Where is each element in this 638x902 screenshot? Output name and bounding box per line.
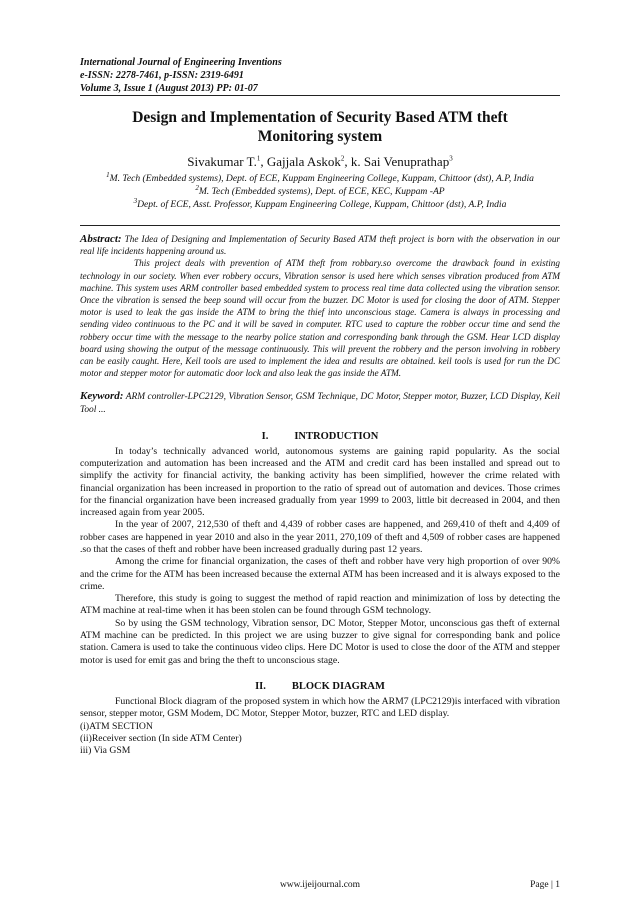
abstract-paragraph-1: The Idea of Designing and Implementation of Security Based ATM theft project is born with the observation in our real life incidents happening around us. bbox=[80, 234, 560, 257]
abstract-rule bbox=[80, 225, 560, 226]
author-name: Sivakumar T. bbox=[187, 154, 257, 169]
header-rule bbox=[80, 95, 560, 96]
affiliation-text: Dept. of ECE, Asst. Professor, Kuppam Engineering College, Kuppam, Chittoor (dst), A.P, India bbox=[137, 199, 507, 210]
author-list bbox=[80, 154, 560, 170]
keyword-text: ARM controller-LPC2129, Vibration Sensor, GSM Technique, DC Motor, Stepper motor, Buzzer, LCD Display, Keil Tool ... bbox=[80, 392, 560, 416]
abstract bbox=[80, 233, 560, 379]
body-paragraph: Among the crime for financial organization, the cases of theft and robber have very high proportion of over 90% and the crime for the ATM has been increased because the external ATM has been increased and it is always exposed to the crime. bbox=[80, 556, 560, 592]
paper-title bbox=[80, 108, 560, 146]
footer-url: www.ijeijournal.com bbox=[279, 880, 361, 890]
author-separator: , bbox=[344, 154, 351, 169]
abstract-label: Abstract: bbox=[80, 233, 122, 245]
body-paragraph: In the year of 2007, 212,530 of theft and 4,439 of robber cases are happened, and 269,410 of theft and 4,409 of robber cases are happened in year 2010 and also in the year 2011, 270,109 of theft and 4,509 of robber cases are happened .so that the cases of theft and robber have been increased gradually during past 12 years. bbox=[80, 519, 560, 555]
keywords bbox=[80, 390, 560, 416]
affiliation-sup: 1 bbox=[106, 170, 110, 179]
journal-name: International Journal of Engineering Inventions bbox=[80, 57, 282, 68]
journal-issn: e-ISSN: 2278-7461, p-ISSN: 2319-6491 bbox=[80, 70, 244, 81]
section-number: I. bbox=[261, 430, 269, 442]
body-paragraph: So by using the GSM technology, Vibration sensor, DC Motor, Stepper Motor, unconscious gas theft of external ATM machine can be predicted. In this project we are using buzzer to give signal for corresponding bank and police station. Camera is used to take the continuous video clips. Here DC Motor is used to close the door of the ATM and stepper motor is used for emit gas and bring the theft to unconscious stage. bbox=[80, 617, 560, 666]
affiliation-sup: 2 bbox=[195, 183, 199, 192]
section-title: INTRODUCTION bbox=[294, 430, 379, 442]
author-sup: 3 bbox=[449, 154, 453, 163]
page bbox=[80, 56, 560, 757]
journal-header bbox=[80, 56, 560, 95]
affiliation-text: M. Tech (Embedded systems), Dept. of ECE, Kuppam Engineering College, Kuppam, Chittoor (dst), A.P, India bbox=[109, 173, 534, 184]
author-sup: 1 bbox=[256, 154, 261, 163]
list-item: (i)ATM SECTION bbox=[80, 720, 153, 732]
section-heading-introduction bbox=[80, 430, 560, 443]
author-name: Gajjala Askok bbox=[266, 154, 341, 169]
affiliation bbox=[77, 185, 563, 198]
section-heading-block-diagram bbox=[80, 680, 560, 693]
title-line-1: Design and Implementation of Security Based ATM theft bbox=[132, 109, 508, 126]
section-title: BLOCK DIAGRAM bbox=[291, 680, 385, 692]
journal-volume: Volume 3, Issue 1 (August 2013) PP: 01-07 bbox=[80, 83, 258, 94]
block-diagram-body bbox=[80, 696, 560, 757]
affiliation bbox=[77, 172, 563, 185]
body-paragraph: In today’s technically advanced world, autonomous systems are gaining rapid popularity. As the social computerization and automation has been increased and the ATM and credit card has been installed and spread out to simplify the activity for financial activity, the banking activity has been simplified, however the crime related with financial organization has been increased in proportion to the ratio of spread out of automation and devices. Those crimes for the financial organization have been increased gradually from year 1999 to 2003, little bit decreased in 2004, and then increased again from year 2005. bbox=[80, 445, 560, 519]
list-item: iii) Via GSM bbox=[80, 745, 131, 757]
body-paragraph: Therefore, this study is going to suggest the method of rapid reaction and minimization of loss by detecting the ATM machine at real-time when it has been stolen can be found through GSM technology. bbox=[80, 593, 560, 617]
introduction-body bbox=[80, 446, 560, 667]
title-line-2: Monitoring system bbox=[257, 128, 383, 145]
author-sup: 2 bbox=[340, 154, 345, 163]
author-name: k. Sai Venuprathap bbox=[350, 154, 450, 169]
author-separator: , bbox=[260, 154, 267, 169]
list-item: (ii)Receiver section (In side ATM Center) bbox=[80, 732, 242, 744]
body-paragraph: Functional Block diagram of the proposed system in which how the ARM7 (LPC2129)is interfaced with vibration sensor, stepper motor, GSM Modem, DC Motor, Stepper Motor, buzzer, RTC and LED display. bbox=[80, 695, 560, 720]
footer-page-number: Page | 1 bbox=[530, 880, 560, 890]
affiliation bbox=[77, 198, 563, 211]
section-number: II. bbox=[255, 680, 266, 692]
abstract-paragraph-2: This project deals with prevention of ATM theft from robbary.so overcome the drawback found in existing technology in our society. When ever robbery occurs, Vibration sensor is used here which senses vibration produced from ATM machine. This system uses ARM controller based embedded system to process real time data collected using the vibration sensor. Once the vibration is sensed the beep sound will occur from the buzzer. DC Motor is used for closing the door of ATM. Stepper motor is used to leak the gas inside the ATM to bring the thief into unconscious stage. Camera is always in processing and sending video continuous to the PC and it will be saved in computer. RTC used to capture the robber occur time and send the robbery occur time with the message to the nearby police station and corresponding bank through the GSM. Hear LCD display board using showing the output of the message continuously. This will prevent the robbery and the person involving in robbery can be easily caught. Here, Keil tools are used to implement the idea and results are obtained. keil tools is used for run the DC motor and stepper motor for automatic door lock and also leak the gas inside the ATM. bbox=[80, 258, 560, 379]
keyword-label: Keyword: bbox=[80, 390, 124, 403]
affiliation-text: M. Tech (Embedded systems), Dept. of ECE, KEC, Kuppam -AP bbox=[198, 186, 445, 197]
affiliation-sup: 3 bbox=[133, 196, 138, 205]
